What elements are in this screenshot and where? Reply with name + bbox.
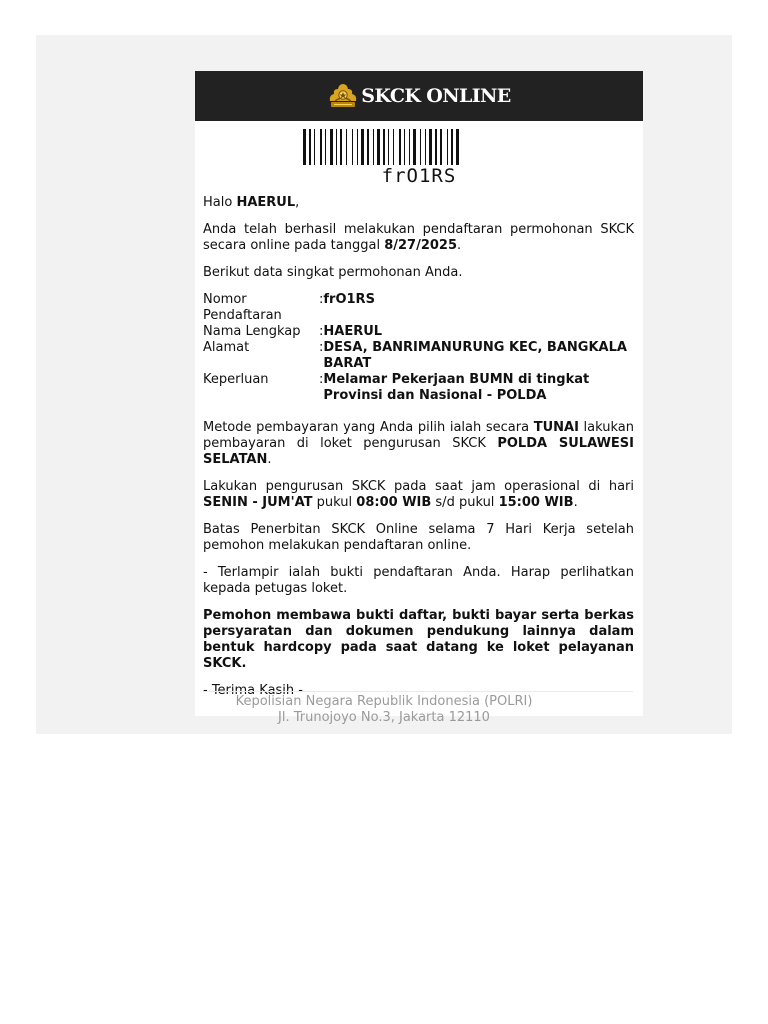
- info-row-full-name: [203, 324, 634, 340]
- payment-method: TUNAI: [533, 420, 579, 435]
- intro-text: Anda telah berhasil melakukan pendaftaran permohonan SKCK secara online pada tanggal: [203, 222, 634, 253]
- info-row-address: [203, 340, 634, 372]
- info-separator: :: [319, 372, 324, 387]
- header-bar: [195, 71, 643, 121]
- closing-text: - Terima Kasih -: [203, 683, 303, 698]
- hours-text: s/d pukul: [431, 495, 499, 510]
- barcode-text: frO1RS: [381, 165, 457, 187]
- footer-address: Jl. Trunojoyo No.3, Jakarta 12110: [278, 710, 490, 725]
- barcode-image: [299, 129, 539, 165]
- greeting-suffix: ,: [295, 195, 300, 210]
- greeting: [203, 195, 634, 211]
- brand-name: SKCK ONLINE: [361, 85, 511, 107]
- requirements-text: Pemohon membawa bukti daftar, bukti bayar serta berkas persyaratan dan dokumen pendukung lainnya dalam bentuk hardcopy pada saat datang ke loket pelayanan SKCK.: [203, 608, 634, 671]
- requirements-paragraph: [203, 608, 634, 672]
- hours-text: Lakukan pengurusan SKCK pada saat jam operasional di hari: [203, 479, 634, 494]
- deadline-paragraph: Batas Penerbitan SKCK Online selama 7 Hari Kerja setelah pemohon melakukan pendaftaran online.: [203, 522, 634, 553]
- info-label: Alamat: [203, 340, 250, 355]
- payment-text: .: [267, 452, 272, 467]
- info-value: Melamar Pekerjaan BUMN di tingkat Provinsi dan Nasional - POLDA: [323, 372, 590, 403]
- hours-paragraph: [203, 479, 634, 511]
- info-label: Nama Lengkap: [203, 324, 301, 339]
- payment-text: Metode pembayaran yang Anda pilih ialah secara: [203, 420, 534, 435]
- operating-days: SENIN - JUM'AT: [203, 495, 313, 510]
- email-card: [195, 71, 643, 716]
- registration-info-table: [203, 292, 634, 404]
- message-body: [195, 187, 643, 699]
- start-time: 08:00 WIB: [356, 495, 432, 510]
- hours-text: pukul: [312, 495, 357, 510]
- info-label: Nomor Pendaftaran: [203, 292, 282, 323]
- recipient-name: HAERUL: [236, 195, 296, 210]
- intro-paragraph: [203, 222, 634, 254]
- hours-text: .: [573, 495, 578, 510]
- greeting-prefix: Halo: [203, 195, 237, 210]
- divider: [203, 691, 633, 692]
- barcode-block: [195, 129, 643, 187]
- footer: [36, 694, 732, 726]
- footer-organization: Kepolisian Negara Republik Indonesia (POLRI): [235, 694, 533, 709]
- email-background: [36, 35, 732, 734]
- attachment-paragraph: - Terlampir ialah bukti pendaftaran Anda. Harap perlihatkan kepada petugas loket.: [203, 565, 634, 596]
- info-row-registration-number: [203, 292, 634, 324]
- info-row-purpose: [203, 372, 634, 404]
- summary-intro: Berikut data singkat permohonan Anda.: [203, 265, 463, 280]
- info-value: DESA, BANRIMANURUNG KEC, BANGKALA BARAT: [323, 340, 627, 371]
- info-separator: :: [319, 292, 324, 307]
- payment-office: POLDA SULAWESI SELATAN: [203, 436, 634, 467]
- end-time: 15:00 WIB: [498, 495, 574, 510]
- info-value: frO1RS: [323, 292, 375, 307]
- intro-end: .: [457, 238, 462, 253]
- info-separator: :: [319, 324, 324, 339]
- payment-text: lakukan pembayaran di loket pengurusan SKCK: [203, 420, 634, 451]
- info-value: HAERUL: [323, 324, 383, 339]
- police-emblem-icon: [327, 81, 359, 111]
- registration-date: 8/27/2025: [384, 238, 458, 253]
- brand-logo: [327, 81, 510, 111]
- info-separator: :: [319, 340, 324, 355]
- payment-paragraph: [203, 420, 634, 468]
- info-label: Keperluan: [203, 372, 269, 387]
